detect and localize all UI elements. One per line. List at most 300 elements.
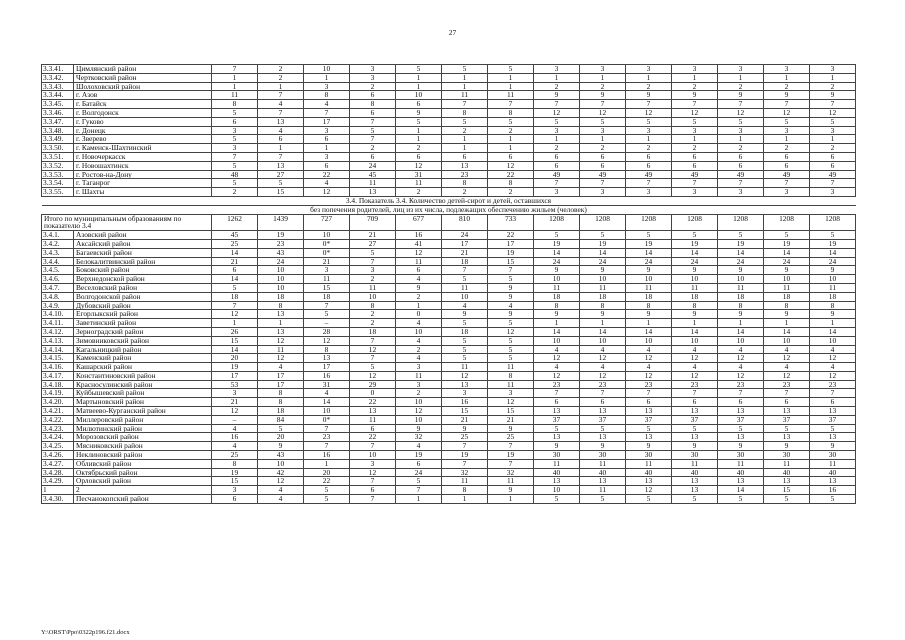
row-value: 37 (534, 415, 580, 424)
row-value: 1 (672, 73, 718, 82)
row-value: 5 (442, 354, 488, 363)
row-value: 4 (534, 363, 580, 372)
row-value: 49 (580, 170, 626, 179)
row-value: 12 (488, 327, 534, 336)
row-value: 12 (626, 354, 672, 363)
row-name: Верхнедонской район (74, 275, 212, 284)
row-value: 12 (396, 161, 442, 170)
row-value: 13 (810, 407, 856, 416)
row-value: 4 (672, 363, 718, 372)
row-value: 17 (212, 371, 258, 380)
row-value: 13 (672, 486, 718, 495)
row-value: 7 (350, 336, 396, 345)
row-value: 23 (580, 380, 626, 389)
row-value: 19 (396, 451, 442, 460)
total-row-value: 1208 (580, 214, 626, 231)
row-value: 9 (810, 266, 856, 275)
row-value: 5 (718, 117, 764, 126)
row-value: 3 (534, 126, 580, 135)
row-value: 17 (442, 239, 488, 248)
row-value: 8 (258, 389, 304, 398)
footer-file-path: Y:\ORST\Ppo\0322p196.f21.docx (41, 629, 130, 636)
row-value: 5 (580, 495, 626, 504)
row-value: 1 (764, 135, 810, 144)
row-value: 22 (304, 170, 350, 179)
row-value: 19 (672, 239, 718, 248)
row-value: 2 (764, 82, 810, 91)
row-value: 12 (626, 371, 672, 380)
row-value: 17 (304, 363, 350, 372)
row-value: 22 (304, 477, 350, 486)
row-code: 3.4.1. (42, 231, 74, 240)
row-value: 12 (258, 354, 304, 363)
row-value: 4 (810, 363, 856, 372)
table-row (42, 170, 856, 179)
row-value: 7 (718, 179, 764, 188)
row-value: 18 (534, 292, 580, 301)
row-value: 32 (442, 468, 488, 477)
row-value: 11 (488, 91, 534, 100)
total-row-value: 709 (350, 214, 396, 231)
row-code: 3.4.18. (42, 380, 74, 389)
row-value: 1 (488, 82, 534, 91)
row-value: 1 (534, 319, 580, 328)
row-value: 3 (580, 126, 626, 135)
table-row (42, 152, 856, 161)
total-row-value: 1208 (718, 214, 764, 231)
row-value: 25 (442, 433, 488, 442)
page-number: 27 (448, 28, 457, 37)
row-value: 12 (350, 371, 396, 380)
section-heading (42, 196, 856, 214)
table-row (42, 415, 856, 424)
total-row-value: 733 (488, 214, 534, 231)
row-value: 2 (764, 144, 810, 153)
row-value: 8 (626, 301, 672, 310)
row-value: 13 (626, 477, 672, 486)
row-value: 3 (304, 152, 350, 161)
row-code: 3.4.9. (42, 301, 74, 310)
row-value: 30 (672, 451, 718, 460)
row-value: 6 (350, 91, 396, 100)
row-value: 19 (488, 451, 534, 460)
row-name: Неклиновский район (74, 451, 212, 460)
row-value: 4 (626, 345, 672, 354)
row-value: 12 (534, 371, 580, 380)
row-value: 5 (580, 117, 626, 126)
row-name: г. Новочеркасск (74, 152, 212, 161)
row-value: 2 (626, 82, 672, 91)
row-value: 9 (764, 266, 810, 275)
row-value: 11 (580, 459, 626, 468)
row-value: 23 (626, 380, 672, 389)
row-value: 9 (626, 442, 672, 451)
row-value: 18 (350, 327, 396, 336)
row-value: 22 (488, 231, 534, 240)
row-value: 7 (442, 266, 488, 275)
row-value: 31 (396, 170, 442, 179)
row-value: 6 (764, 398, 810, 407)
row-value: 7 (764, 389, 810, 398)
row-value: 13 (534, 407, 580, 416)
row-value: 49 (764, 170, 810, 179)
row-value: 24 (718, 257, 764, 266)
row-value: 5 (488, 117, 534, 126)
row-value: 1 (442, 82, 488, 91)
row-value: 12 (304, 188, 350, 197)
row-value: 4 (534, 345, 580, 354)
row-value: 1 (764, 319, 810, 328)
row-value: 2 (350, 144, 396, 153)
row-value: 4 (672, 345, 718, 354)
table-row (42, 442, 856, 451)
row-value: 21 (442, 415, 488, 424)
table-row (42, 363, 856, 372)
row-value: 14 (626, 327, 672, 336)
row-value: 14 (764, 327, 810, 336)
row-value: 4 (718, 363, 764, 372)
row-code: 3.3.47. (42, 117, 74, 126)
table-row (42, 161, 856, 170)
row-value: 2 (258, 65, 304, 74)
table-row (42, 283, 856, 292)
row-value: 8 (350, 100, 396, 109)
row-value: 8 (764, 301, 810, 310)
row-name: г. Батайск (74, 100, 212, 109)
row-value: 1 (258, 319, 304, 328)
row-value: 4 (580, 363, 626, 372)
row-value: 7 (396, 486, 442, 495)
row-value: 2 (718, 144, 764, 153)
row-value: 9 (810, 310, 856, 319)
row-value: 2 (350, 82, 396, 91)
row-value: 5 (488, 319, 534, 328)
row-value: 10 (534, 336, 580, 345)
row-value: 3 (580, 65, 626, 74)
row-value: 16 (212, 433, 258, 442)
row-value: 30 (580, 451, 626, 460)
table-row (42, 73, 856, 82)
row-value: 13 (350, 188, 396, 197)
row-value: 3 (810, 126, 856, 135)
row-value: 7 (488, 266, 534, 275)
row-value: 9 (580, 310, 626, 319)
row-value: 5 (672, 424, 718, 433)
table-row (42, 398, 856, 407)
row-value: 11 (396, 179, 442, 188)
row-value: 5 (580, 424, 626, 433)
row-value: 31 (304, 380, 350, 389)
row-code: 3.3.51. (42, 152, 74, 161)
row-value: 6 (534, 398, 580, 407)
row-value: 5 (764, 117, 810, 126)
row-value: 11 (718, 283, 764, 292)
row-value: 5 (626, 495, 672, 504)
row-value: 4 (396, 442, 442, 451)
row-value: 1 (442, 144, 488, 153)
row-value: 5 (396, 477, 442, 486)
row-value: 2 (258, 73, 304, 82)
row-value: 5 (442, 345, 488, 354)
row-value: 12 (810, 108, 856, 117)
row-name: Милютинский район (74, 424, 212, 433)
row-value: 11 (396, 257, 442, 266)
row-value: 2 (442, 188, 488, 197)
row-value: 2 (396, 188, 442, 197)
row-value: 16 (304, 371, 350, 380)
table-row (42, 424, 856, 433)
row-value: 1 (212, 319, 258, 328)
row-value: 7 (258, 152, 304, 161)
row-value: 5 (672, 231, 718, 240)
row-value: 21 (488, 415, 534, 424)
row-value: 12 (810, 371, 856, 380)
row-value: 1 (718, 135, 764, 144)
row-value: 12 (396, 407, 442, 416)
row-code: 1 (42, 486, 74, 495)
table-row (42, 117, 856, 126)
row-value: 10 (258, 283, 304, 292)
row-value: 10 (534, 486, 580, 495)
total-row-name: Итого по муниципальным образованиям по показателю 3.4 (42, 214, 212, 231)
row-value: 6 (534, 152, 580, 161)
row-value: 7 (810, 100, 856, 109)
row-value: 11 (626, 459, 672, 468)
row-value: 23 (672, 380, 718, 389)
row-name: Шолоховский район (74, 82, 212, 91)
row-value: 2 (396, 144, 442, 153)
row-value: 7 (672, 100, 718, 109)
row-value: 10 (580, 336, 626, 345)
row-value: 49 (626, 170, 672, 179)
row-code: 3.3.48. (42, 126, 74, 135)
row-value: 10 (764, 336, 810, 345)
row-code: 3.4.26. (42, 451, 74, 460)
row-value: 12 (396, 248, 442, 257)
row-value: 9 (672, 310, 718, 319)
row-value: 1 (396, 301, 442, 310)
row-value: 11 (258, 345, 304, 354)
row-value: 7 (442, 100, 488, 109)
row-value: 37 (580, 415, 626, 424)
row-value: 7 (212, 301, 258, 310)
row-name: Цимлянский район (74, 65, 212, 74)
row-value: 40 (718, 468, 764, 477)
row-value: 3 (672, 65, 718, 74)
row-value: 40 (580, 468, 626, 477)
row-value: 1 (764, 73, 810, 82)
row-value: 18 (258, 407, 304, 416)
row-value: 12 (442, 371, 488, 380)
row-value: 3 (350, 65, 396, 74)
row-value: 5 (672, 495, 718, 504)
row-value: 7 (534, 179, 580, 188)
row-value: 53 (212, 380, 258, 389)
row-value: – (304, 319, 350, 328)
row-value: 14 (672, 327, 718, 336)
table-row (42, 100, 856, 109)
row-value: 14 (534, 327, 580, 336)
row-code: 3.4.25. (42, 442, 74, 451)
row-value: 10 (718, 336, 764, 345)
row-value: 1 (672, 135, 718, 144)
row-value: 12 (350, 468, 396, 477)
row-value: 5 (212, 179, 258, 188)
table-row (42, 407, 856, 416)
row-value: 9 (396, 283, 442, 292)
row-value: 3 (212, 389, 258, 398)
row-value: 20 (304, 468, 350, 477)
table-row (42, 188, 856, 197)
row-value: 19 (626, 239, 672, 248)
row-value: 13 (672, 477, 718, 486)
total-row-value: 810 (442, 214, 488, 231)
row-value: 13 (764, 407, 810, 416)
row-value: 9 (534, 442, 580, 451)
row-value: 5 (396, 117, 442, 126)
row-value: 30 (810, 451, 856, 460)
row-value: 6 (488, 152, 534, 161)
row-value: 3 (718, 126, 764, 135)
row-value: 13 (580, 407, 626, 416)
row-value: 4 (396, 319, 442, 328)
row-value: 6 (672, 161, 718, 170)
row-value: 5 (488, 275, 534, 284)
row-name: Матвеево-Курганский район (74, 407, 212, 416)
row-value: 4 (626, 363, 672, 372)
row-code: 3.4.15. (42, 354, 74, 363)
row-code: 3.4.7. (42, 283, 74, 292)
row-value: 10 (396, 327, 442, 336)
row-value: 5 (442, 117, 488, 126)
row-value: 1 (534, 73, 580, 82)
row-value: 5 (212, 283, 258, 292)
row-value: 4 (718, 345, 764, 354)
row-value: 12 (534, 354, 580, 363)
row-value: 12 (718, 354, 764, 363)
row-value: 3 (626, 126, 672, 135)
row-code: 3.4.30. (42, 495, 74, 504)
row-value: 14 (718, 486, 764, 495)
total-row-value: 1208 (534, 214, 580, 231)
row-value: 9 (626, 266, 672, 275)
row-name: Мясниковский район (74, 442, 212, 451)
row-value: 21 (212, 257, 258, 266)
row-value: 13 (672, 407, 718, 416)
row-value: 6 (212, 266, 258, 275)
row-value: 12 (672, 354, 718, 363)
row-value: 17 (258, 371, 304, 380)
row-value: 7 (810, 179, 856, 188)
row-value: 24 (350, 161, 396, 170)
row-value: 3 (534, 188, 580, 197)
table-row (42, 319, 856, 328)
row-name: г. Ростов-на-Дону (74, 170, 212, 179)
row-code: 3.4.3. (42, 248, 74, 257)
row-value: 13 (810, 477, 856, 486)
row-value: 5 (718, 231, 764, 240)
row-value: 16 (396, 231, 442, 240)
row-name: г. Новошахтинск (74, 161, 212, 170)
total-row-value: 727 (304, 214, 350, 231)
row-value: 8 (488, 371, 534, 380)
row-value: 10 (580, 275, 626, 284)
row-value: 10 (810, 336, 856, 345)
row-code: 3.4.5. (42, 266, 74, 275)
row-value: 10 (672, 336, 718, 345)
row-value: 8 (810, 301, 856, 310)
row-value: 11 (534, 283, 580, 292)
row-value: 10 (534, 275, 580, 284)
row-value: 22 (488, 170, 534, 179)
row-value: 29 (350, 380, 396, 389)
row-value: 5 (488, 65, 534, 74)
row-value: 7 (488, 459, 534, 468)
row-value: 18 (672, 292, 718, 301)
row-value: 1 (396, 495, 442, 504)
row-code: 3.3.42. (42, 73, 74, 82)
row-value: 1 (488, 144, 534, 153)
row-value: 5 (304, 310, 350, 319)
row-value: 1 (810, 73, 856, 82)
row-value: 2 (534, 82, 580, 91)
row-value: 23 (442, 170, 488, 179)
row-value: 7 (672, 389, 718, 398)
row-value: 9 (718, 310, 764, 319)
row-value: 9 (718, 266, 764, 275)
row-value: 6 (350, 152, 396, 161)
row-value: 14 (810, 248, 856, 257)
row-value: 2 (212, 188, 258, 197)
row-value: 8 (304, 345, 350, 354)
row-value: 3 (350, 266, 396, 275)
row-value: 6 (350, 108, 396, 117)
row-value: 21 (212, 398, 258, 407)
row-name: Песчанокопский район (74, 495, 212, 504)
section-title-line-1: 3.4. Показатель 3.4. Количество детей-сирот и детей, оставшихся (42, 196, 856, 205)
row-value: 6 (672, 152, 718, 161)
row-value: 11 (810, 459, 856, 468)
document-table-container (41, 64, 855, 504)
row-value: 8 (212, 100, 258, 109)
row-value: 2 (350, 275, 396, 284)
row-value: 37 (626, 415, 672, 424)
table-row (42, 144, 856, 153)
row-value: 11 (442, 283, 488, 292)
row-value: 19 (534, 239, 580, 248)
row-value: 27 (350, 239, 396, 248)
row-value: 14 (810, 327, 856, 336)
row-value: 9 (764, 91, 810, 100)
row-value: 11 (810, 283, 856, 292)
table-row (42, 135, 856, 144)
row-value: 6 (580, 398, 626, 407)
row-name: г. Азов (74, 91, 212, 100)
row-name: Зимовниковский район (74, 336, 212, 345)
row-value: 5 (764, 495, 810, 504)
row-value: 7 (442, 442, 488, 451)
row-value: 6 (396, 459, 442, 468)
row-code: 3.4.20. (42, 398, 74, 407)
row-value: 7 (626, 100, 672, 109)
row-name: Веселовский район (74, 283, 212, 292)
row-value: 14 (580, 327, 626, 336)
row-value: 3 (488, 389, 534, 398)
row-name: Боковский район (74, 266, 212, 275)
row-name: Багаевский район (74, 248, 212, 257)
table-row (42, 380, 856, 389)
row-value: 3 (212, 486, 258, 495)
